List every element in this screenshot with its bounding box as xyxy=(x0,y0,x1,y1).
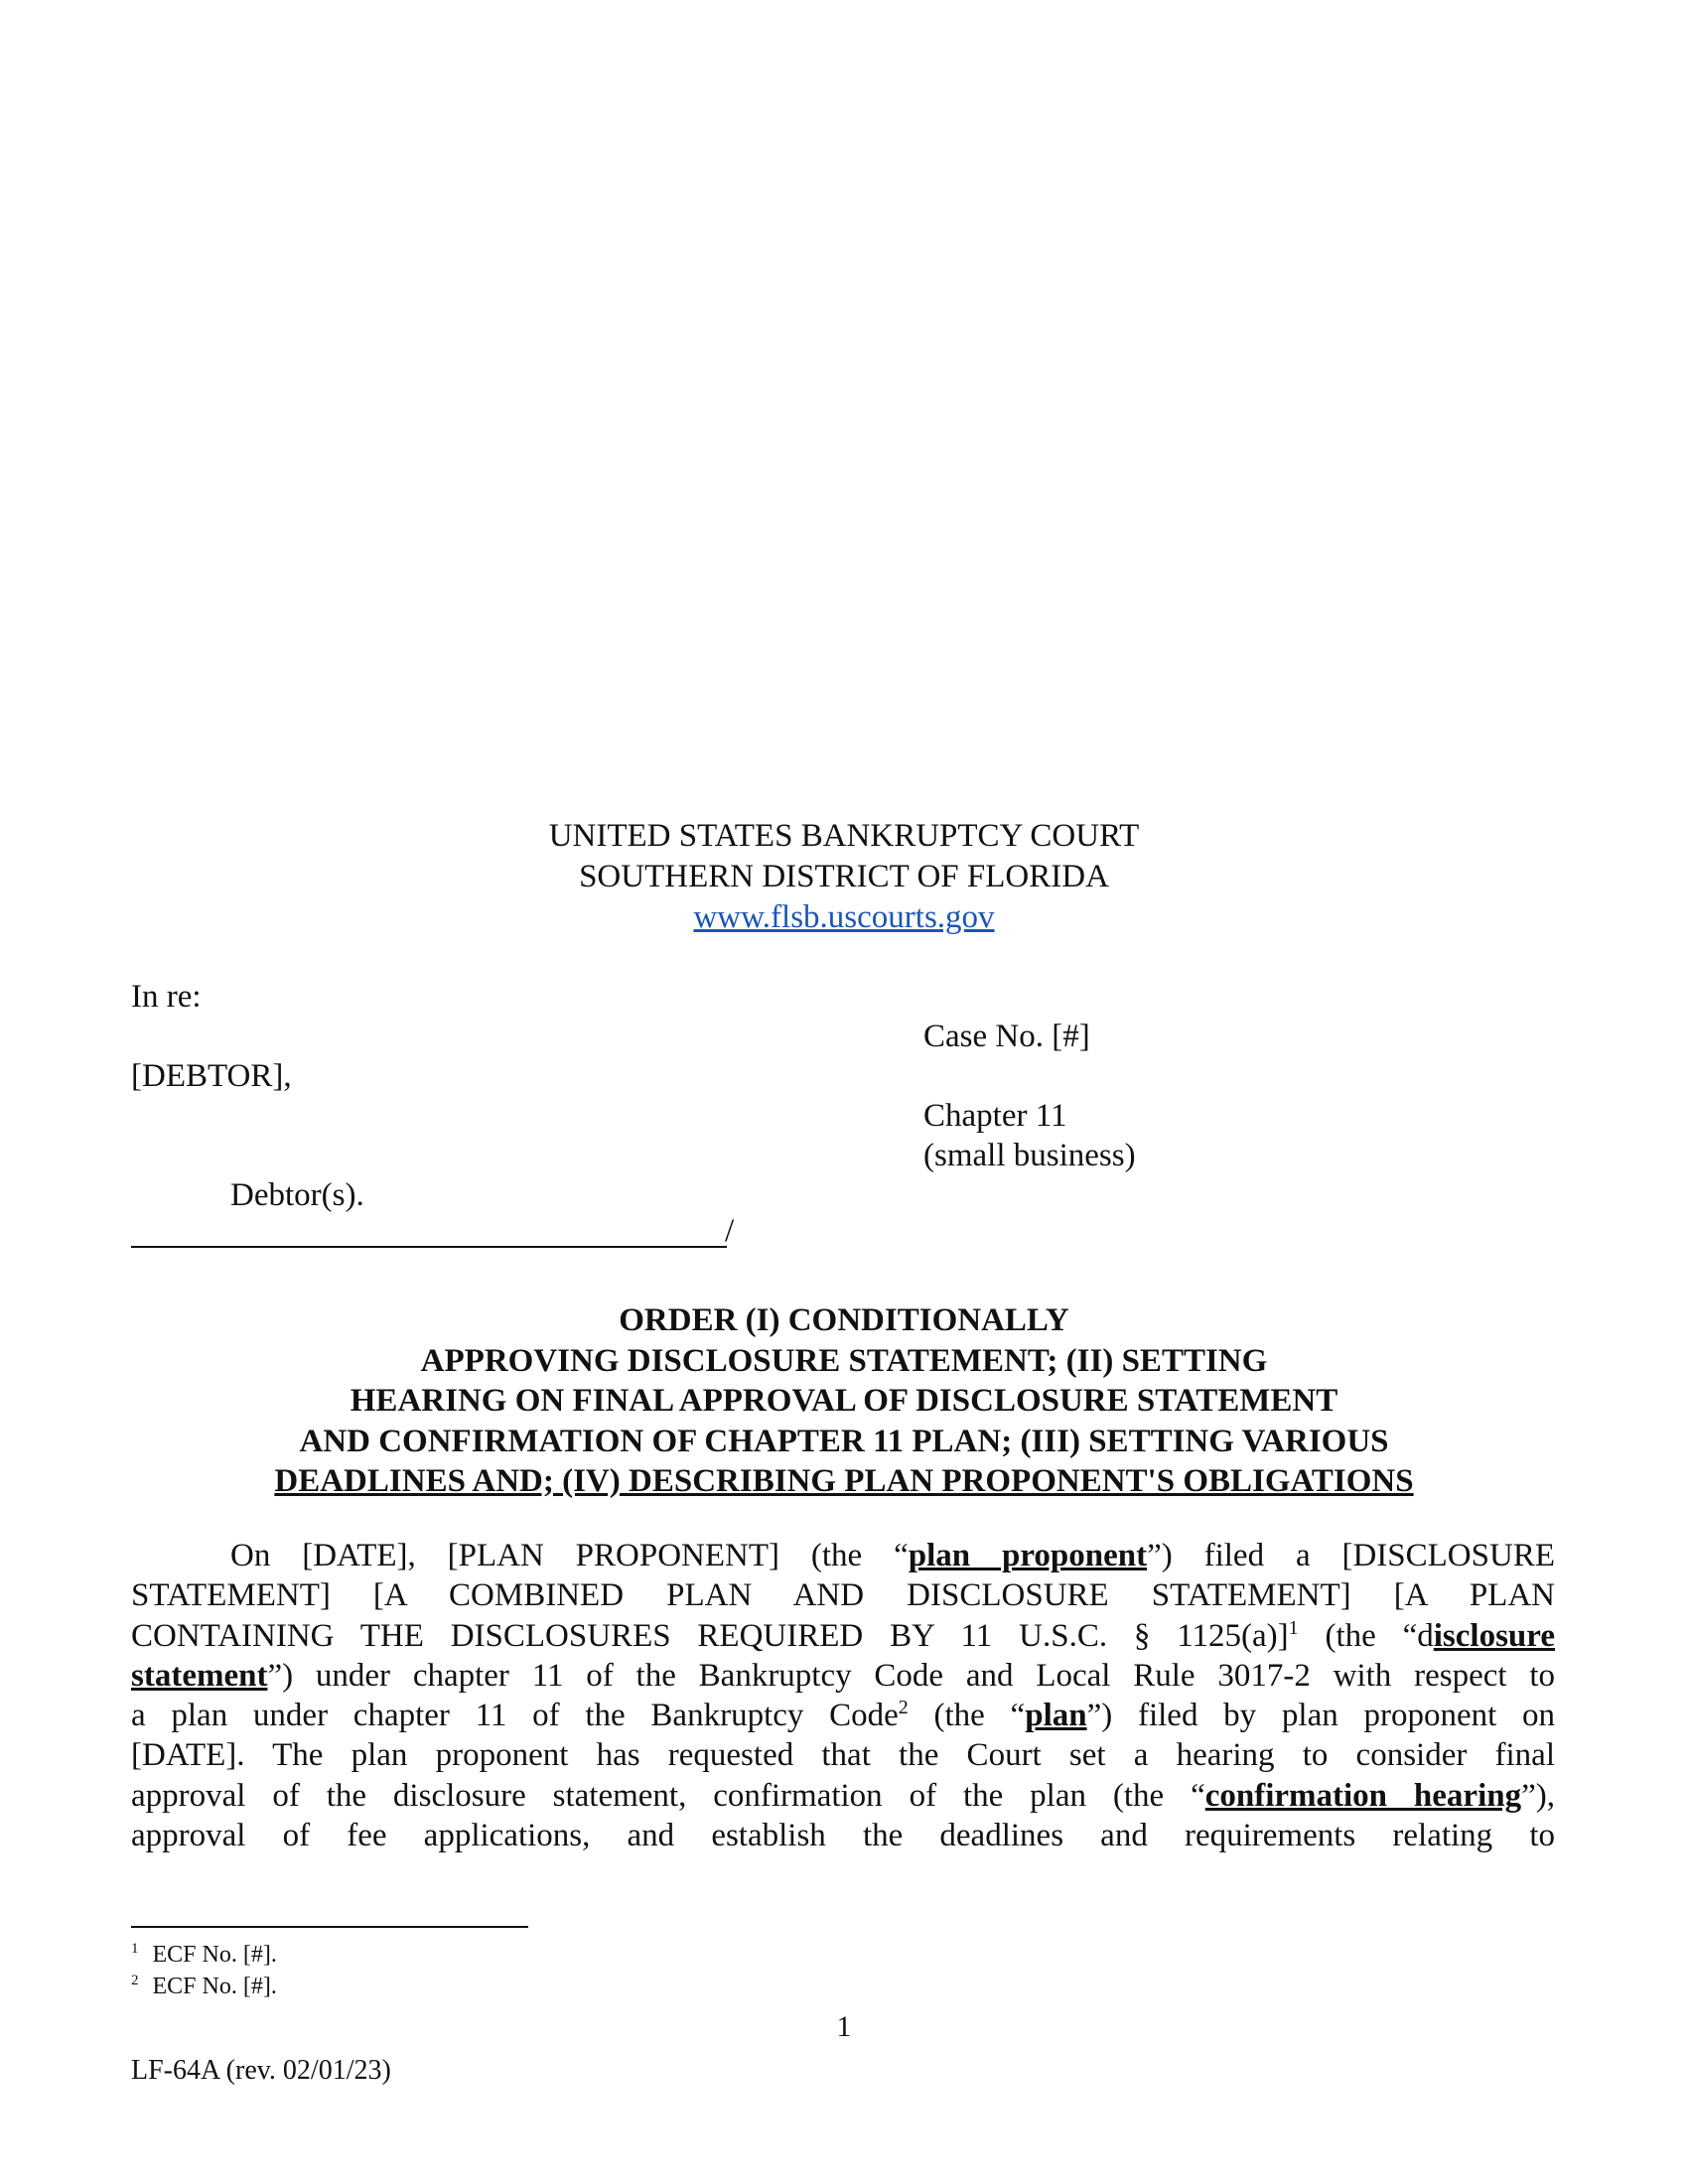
body-text: approval of the disclosure statement, confirmation of the plan (the “ xyxy=(131,1777,1205,1814)
court-website-row xyxy=(0,897,1688,938)
footnote-text: ECF No. [#]. xyxy=(152,1942,277,1968)
defined-term-disclosure-part2: statement xyxy=(131,1657,268,1694)
footnote-ref-2: 2 xyxy=(898,1697,909,1719)
body-text: On [DATE], [PLAN PROPONENT] (the “ xyxy=(230,1538,909,1573)
body-text: (the “ xyxy=(908,1698,1026,1734)
footnote-number: 1 xyxy=(131,1941,139,1957)
body-line-6: [DATE]. The plan proponent has requested that the Court set a hearing to consider final xyxy=(131,1737,1555,1774)
title-line-5: DEADLINES AND; (IV) DESCRIBING PLAN PROPONENT'S OBLIGATIONS xyxy=(274,1463,1414,1499)
chapter-note: (small business) xyxy=(923,1138,1136,1173)
defined-term-confirmation-hearing: confirmation hearing xyxy=(1204,1777,1522,1814)
in-re-label: In re: xyxy=(131,979,202,1015)
body-line-1 xyxy=(131,1536,1555,1575)
intro-paragraph xyxy=(131,1536,1555,1855)
defined-term-disclosure-part1: isclosure xyxy=(1433,1617,1555,1654)
title-line-3: HEARING ON FINAL APPROVAL OF DISCLOSURE STATEMENT xyxy=(350,1383,1338,1419)
body-line-3 xyxy=(131,1616,1555,1656)
body-text: ”) under chapter 11 of the Bankruptcy Code and Local Rule 3017-2 with respect to xyxy=(267,1657,1555,1694)
defined-term-plan: plan xyxy=(1025,1698,1087,1734)
caption-slash: / xyxy=(725,1213,735,1249)
footnote-2 xyxy=(131,1971,277,2002)
footnote-separator xyxy=(131,1926,528,1928)
defined-term-plan-proponent: plan proponent xyxy=(908,1538,1148,1573)
page-number: 1 xyxy=(836,2010,852,2043)
body-line-5 xyxy=(131,1696,1555,1735)
body-line-7 xyxy=(131,1776,1555,1816)
order-title xyxy=(0,1300,1688,1502)
body-line-4 xyxy=(131,1656,1555,1696)
chapter-label: Chapter 11 xyxy=(923,1098,1067,1134)
title-line-4: AND CONFIRMATION OF CHAPTER 11 PLAN; (III) SETTING VARIOUS xyxy=(299,1423,1389,1459)
court-name: UNITED STATES BANKRUPTCY COURT xyxy=(548,818,1140,854)
body-text: (the “d xyxy=(1298,1617,1434,1654)
body-line-2: STATEMENT] [A COMBINED PLAN AND DISCLOSURE STATEMENT] [A PLAN xyxy=(131,1577,1555,1614)
case-number: Case No. [#] xyxy=(923,1019,1090,1054)
body-text: a plan under chapter 11 of the Bankruptcy Code xyxy=(131,1698,899,1734)
debtor-label: Debtor(s). xyxy=(230,1177,364,1213)
footnote-1 xyxy=(131,1939,277,1971)
title-line-2: APPROVING DISCLOSURE STATEMENT; (II) SETTING xyxy=(420,1342,1268,1379)
footnote-number: 2 xyxy=(131,1973,139,1988)
court-district: SOUTHERN DISTRICT OF FLORIDA xyxy=(579,859,1109,894)
form-identifier: LF-64A (rev. 02/01/23) xyxy=(131,2055,391,2086)
court-website-link[interactable]: www.flsb.uscourts.gov xyxy=(693,899,995,935)
footnote-ref-1: 1 xyxy=(1288,1616,1299,1639)
body-text: ”) filed a [DISCLOSURE xyxy=(1147,1538,1555,1573)
body-line-8: approval of fee applications, and establish the deadlines and requirements relating to xyxy=(131,1818,1555,1854)
title-line-1: ORDER (I) CONDITIONALLY xyxy=(619,1302,1069,1338)
body-text: ”) filed by plan proponent on xyxy=(1086,1698,1556,1734)
footnote-text: ECF No. [#]. xyxy=(152,1974,277,1999)
body-text: ”), xyxy=(1521,1777,1555,1814)
debtor-name: [DEBTOR], xyxy=(131,1058,292,1094)
caption-signature-line xyxy=(131,1246,727,1248)
body-text: CONTAINING THE DISCLOSURES REQUIRED BY 11 U.S.C. § 1125(a)] xyxy=(131,1617,1289,1654)
